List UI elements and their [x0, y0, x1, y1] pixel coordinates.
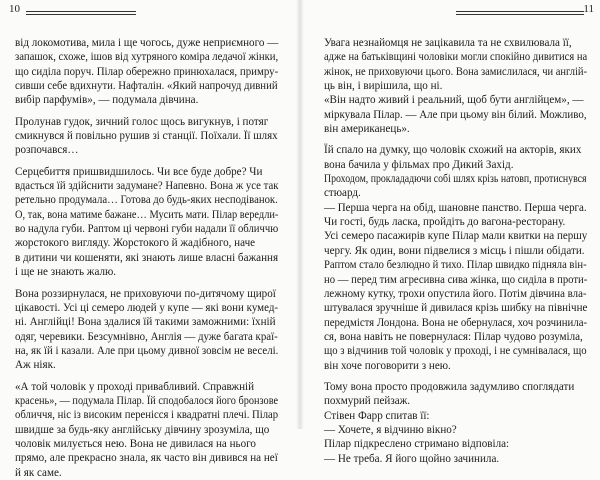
text-line: «Він надто живий і реальний, щоб бути англійцем», —: [324, 94, 584, 107]
text-line: передмістя Лондона. Вона не обернулася, хоч розчинила-: [324, 316, 588, 329]
text-line: «А той чоловік у проході привабливий. Справжній: [15, 380, 255, 393]
text-line: що з відчинив той чоловік у проході, і не сумнівалася, що: [324, 345, 587, 358]
text-line: Стівен Фарр спитав її:: [324, 409, 430, 422]
text-line: обличчя, ніс із високим перенісся і квадратні плечі. Пілар: [15, 409, 279, 422]
text-line: Пролунав гудок, зичний голос щось вигукнув, і потяг: [15, 115, 269, 128]
paragraph-gap: [324, 373, 587, 380]
paragraph-gap: [324, 136, 587, 143]
text-line: міркувала Пілар. — Але при цьому він білий. Можливо,: [324, 108, 587, 121]
text-line: Серцебиття пришвидшилось. Чи все буде добре? Чи: [15, 165, 263, 178]
paragraph-gap: [15, 108, 278, 115]
text-line: на, як їй і казали. Але при цьому дивної зовсім не веселі.: [15, 344, 279, 357]
paragraph-gap: [15, 280, 278, 287]
right-page-text: [324, 36, 587, 466]
text-line: — Не треба. Я його щойно зачинила.: [324, 452, 500, 465]
text-line: — Хочете, я відчиню вікно?: [324, 423, 457, 436]
text-line: ся, вона навіть не повернулася: Пілар чудово розуміла,: [324, 330, 583, 343]
header-rule: [26, 14, 136, 15]
text-line: від локомотива, мила і ще чогось, дуже неприємного —: [15, 37, 279, 49]
text-line: Їй спало на думку, що чоловік схожий на акторів, яких: [324, 144, 582, 157]
text-line: во надула губи. Раптом ці червоні губи надали її обличчю: [15, 223, 279, 236]
page-number-left: 10: [9, 3, 20, 15]
text-line: вона бачила у фільмах про Дикий Захід.: [324, 158, 514, 171]
text-line: швидше за будь-яку англійську дівчину зрозуміла, що: [15, 423, 270, 436]
text-line: Увага незнайомця не зацікавила та не схвилювала її,: [324, 37, 572, 49]
text-line: Проходом, проклададючи собі шлях крізь натовп, протиснувся: [324, 173, 587, 186]
text-line: стюард.: [324, 187, 361, 200]
text-line: О, так, вона матиме бажане… Мусить мати. Пілар вередли-: [15, 208, 279, 221]
text-line: вибір парфумів», — подумала дівчина.: [15, 94, 199, 107]
text-line: прямо, але прекрасно знала, як часто він дивився на неї: [15, 452, 278, 465]
text-line: — Перша черга на обід, шановне панство. Перша черга.: [324, 201, 587, 214]
text-line: він хоче поговорити з нею.: [324, 359, 451, 372]
text-line: ць він, і вирішила, що ні.: [324, 80, 443, 93]
page-number-right: 11: [583, 3, 594, 15]
text-line: Тому вона просто продовжила задумливо споглядати: [324, 380, 575, 393]
text-line: розпочався…: [15, 144, 79, 157]
text-line: в дитини чи кошеняти, які знають лише власні бажання: [15, 251, 279, 264]
left-page: [0, 0, 300, 479]
header-rule: [456, 14, 584, 15]
text-line: ретельно продумала… Готова до будь-яких несподіванок.: [15, 194, 278, 207]
header-rule: [26, 11, 136, 12]
text-line: і ще не знають жалю.: [15, 266, 117, 279]
text-line: сивши себе вдихнути. Нафталін. «Який напрочуд дивний: [15, 80, 278, 93]
text-line: смикнувся й повільно рушив зі станції. Поїхали. Її шлях: [15, 130, 278, 143]
text-line: запашок, схоже, ішов від хутряного коміра ледачої жінки,: [15, 51, 279, 64]
text-line: Вона роззирнулася, не приховуючи по-дитячому щирої: [15, 287, 276, 300]
text-line: чергу. Як один, вони підвелися з місць і пішли обідати.: [324, 244, 585, 257]
text-line: одяг, черевики. Безсумнівно, Англія — дуже багата краї-: [15, 330, 278, 343]
text-line: Пілар підкреслено стримано відповіла:: [324, 438, 510, 451]
text-line: лежному кутку, трохи опустила його. Потім дівчина вла-: [324, 287, 587, 300]
text-line: жінок, не приховуючи цього. Вона замислилася, чи англій-: [324, 65, 588, 78]
text-line: Раптом стало безлюдно й тихо. Пілар швидко підняла він-: [324, 259, 587, 272]
paragraph-gap: [15, 373, 278, 380]
text-line: но — перед тим агресивна сива жінка, що сиділа в проти-: [324, 273, 588, 286]
right-page: [300, 0, 600, 465]
text-line: жорстокого вигляду. Жорстокого й жадібного, наче: [15, 237, 256, 250]
text-line: красень», — подумала Пілар. Їй сподобалося його бронзове: [15, 394, 279, 407]
paragraph-gap: [15, 158, 278, 165]
text-line: штувалася зручніше й дивилася крізь шибку на північне: [324, 302, 588, 315]
text-line: чоловік милується нею. Вона не дивилася на нього: [15, 437, 256, 450]
text-line: похмурий пейзаж.: [324, 395, 411, 408]
text-line: Усі семеро пасажирів купе Пілар мали квитки на першу: [324, 230, 588, 243]
text-line: він американець».: [324, 123, 410, 136]
text-line: вдасться їй здійснити задумане? Напевно. Вона ж усе так: [15, 180, 279, 193]
text-line: й як саме.: [15, 466, 62, 479]
text-line: адже на батьківщині чоловіки могли спокійно дивитися на: [324, 51, 588, 64]
text-line: Аж ніяк.: [15, 359, 56, 372]
text-line: Чи гості, будь ласка, пройдіть до вагона-ресторану.: [324, 216, 566, 229]
left-page-text: [15, 36, 278, 480]
text-line: що сиділа поруч. Пілар обережно принюхалася, примру-: [15, 65, 279, 78]
text-line: цікавості. Усі ці семеро людей у купе — які вони кумед-: [15, 301, 279, 314]
header-rule: [456, 11, 584, 12]
text-line: ні. Англійці! Вона здалися їй такими заможними: їхній: [15, 316, 276, 329]
